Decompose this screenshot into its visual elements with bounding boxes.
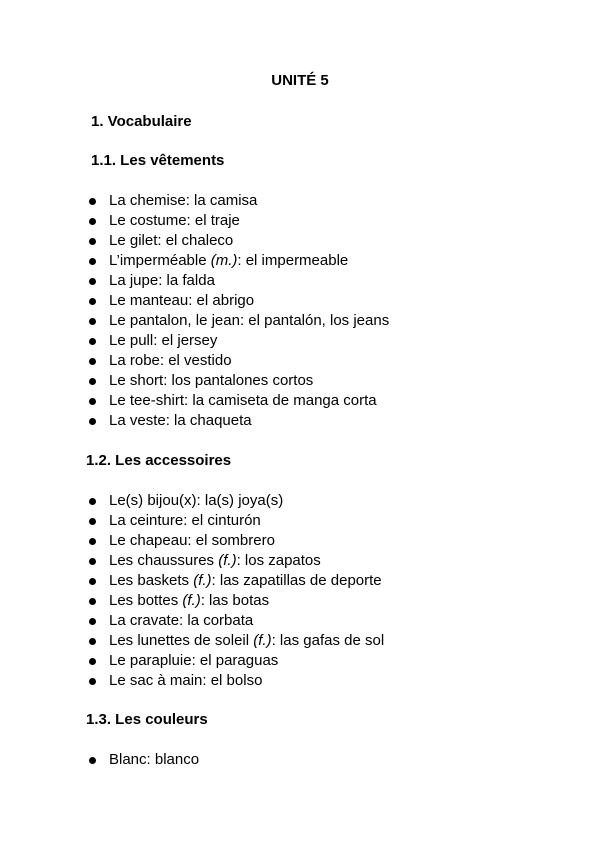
term-text: Le(s) bijou(x): la(s) joya(s) — [109, 492, 284, 509]
bullet-icon — [89, 598, 96, 605]
gender-marker: (m.) — [210, 252, 238, 269]
bullet-icon — [89, 398, 96, 405]
list-item — [88, 591, 384, 611]
term-text: Blanc: blanco — [109, 751, 200, 768]
list-item — [88, 750, 199, 770]
term-text: La jupe: la falda — [109, 272, 215, 289]
term-text: La cravate: la corbata — [109, 612, 254, 629]
vocabulary-list-accessoires — [88, 491, 384, 691]
list-item — [88, 231, 389, 251]
bullet-icon — [89, 258, 96, 265]
subsection-heading-accessoires: 1.2. Les accessoires — [86, 452, 232, 469]
bullet-icon — [89, 378, 96, 385]
bullet-icon — [89, 757, 96, 764]
list-item — [88, 391, 389, 411]
bullet-icon — [89, 358, 96, 365]
term-text: La chemise: la camisa — [109, 192, 258, 209]
bullet-icon — [89, 318, 96, 325]
list-item — [88, 611, 384, 631]
gender-marker: (f.) — [253, 632, 272, 649]
bullet-icon — [89, 558, 96, 565]
term-text: Le short: los pantalones cortos — [109, 372, 314, 389]
list-item — [88, 191, 389, 211]
bullet-icon — [89, 518, 96, 525]
list-item — [88, 211, 389, 231]
term-text: Le pantalon, le jean: el pantalón, los jeans — [109, 312, 390, 329]
gender-marker: (f.) — [218, 552, 237, 569]
bullet-icon — [89, 338, 96, 345]
term-text: L’imperméable — [109, 252, 211, 269]
term-text: Le sac à main: el bolso — [109, 672, 263, 689]
list-item — [88, 491, 384, 511]
list-item — [88, 251, 389, 271]
list-item — [88, 671, 384, 691]
translation-text: : las botas — [200, 592, 270, 609]
gender-marker: (f.) — [193, 572, 212, 589]
gender-marker: (f.) — [182, 592, 201, 609]
bullet-icon — [89, 498, 96, 505]
term-text: La robe: el vestido — [109, 352, 232, 369]
bullet-icon — [89, 218, 96, 225]
term-text: Le gilet: el chaleco — [109, 232, 234, 249]
list-item — [88, 411, 389, 431]
bullet-icon — [89, 538, 96, 545]
vocabulary-list-vetements — [88, 191, 389, 431]
bullet-icon — [89, 418, 96, 425]
translation-text: : las zapatillas de deporte — [211, 572, 382, 589]
list-item — [88, 351, 389, 371]
bullet-icon — [89, 278, 96, 285]
term-text: La veste: la chaqueta — [109, 412, 252, 429]
list-item — [88, 371, 389, 391]
list-item — [88, 291, 389, 311]
bullet-icon — [89, 298, 96, 305]
term-text: Le chapeau: el sombrero — [109, 532, 275, 549]
subsection-heading-vetements: 1.1. Les vêtements — [91, 152, 225, 169]
term-text: Le manteau: el abrigo — [109, 292, 255, 309]
section-heading-vocabulaire: 1. Vocabulaire — [91, 113, 192, 130]
list-item — [88, 311, 389, 331]
list-item — [88, 551, 384, 571]
term-text: Les chaussures — [109, 552, 219, 569]
term-text: La ceinture: el cinturón — [109, 512, 261, 529]
vocabulary-list-couleurs — [88, 750, 199, 770]
bullet-icon — [89, 678, 96, 685]
translation-text: : los zapatos — [236, 552, 321, 569]
term-text: Les bottes — [109, 592, 183, 609]
bullet-icon — [89, 238, 96, 245]
bullet-icon — [89, 638, 96, 645]
list-item — [88, 631, 384, 651]
term-text: Les lunettes de soleil — [109, 632, 254, 649]
list-item — [88, 651, 384, 671]
list-item — [88, 531, 384, 551]
bullet-icon — [89, 618, 96, 625]
term-text: Le tee-shirt: la camiseta de manga corta — [109, 392, 377, 409]
term-text: Le parapluie: el paraguas — [109, 652, 279, 669]
translation-text: : las gafas de sol — [271, 632, 385, 649]
term-text: Le pull: el jersey — [109, 332, 218, 349]
term-text: Les baskets — [109, 572, 194, 589]
translation-text: : el impermeable — [237, 252, 349, 269]
list-item — [88, 571, 384, 591]
list-item — [88, 271, 389, 291]
page-title: UNITÉ 5 — [271, 72, 329, 89]
list-item — [88, 511, 384, 531]
bullet-icon — [89, 658, 96, 665]
subsection-heading-couleurs: 1.3. Les couleurs — [86, 711, 208, 728]
bullet-icon — [89, 578, 96, 585]
bullet-icon — [89, 198, 96, 205]
list-item — [88, 331, 389, 351]
term-text: Le costume: el traje — [109, 212, 240, 229]
